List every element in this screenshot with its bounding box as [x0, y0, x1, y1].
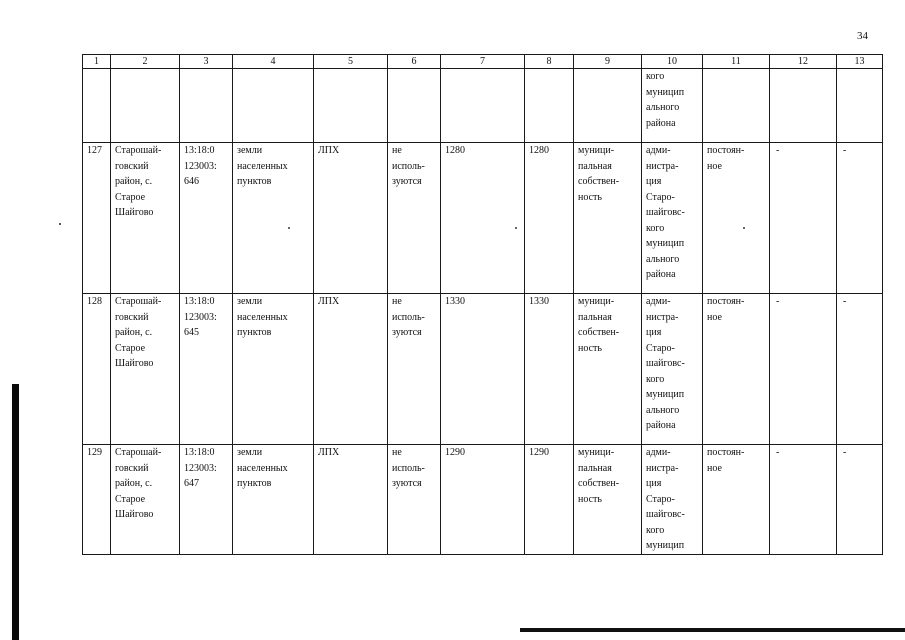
table-cell: [83, 69, 111, 143]
status-line: зуются: [392, 176, 422, 187]
row-number: 129: [87, 447, 102, 458]
ownership-line: ность: [578, 191, 602, 203]
land-register-table: [82, 54, 883, 555]
permitted-use-cell: [314, 294, 388, 445]
ownership-line: муници-: [578, 145, 615, 156]
row-number-cell: [83, 143, 111, 294]
permitted-use-cell: [314, 445, 388, 555]
category-line: пунктов: [237, 327, 272, 338]
ownership-line: собствен-: [578, 176, 620, 187]
cadastral-number-cell: [180, 294, 233, 445]
table-cell: [388, 69, 441, 143]
table-cell: [111, 69, 180, 143]
table-row: [83, 143, 883, 294]
ownership-cell: [574, 445, 642, 555]
cadastral-line: 123003:: [184, 311, 217, 323]
holder-line: нистра-: [646, 462, 679, 474]
category-line: населенных: [237, 462, 288, 474]
table-row: [83, 294, 883, 445]
holder-line: ального: [646, 102, 680, 113]
location-line: Старое: [115, 342, 146, 354]
table-cell: [837, 69, 883, 143]
category-line: пунктов: [237, 176, 272, 187]
column-number-row: [83, 55, 883, 69]
column-number: 4: [233, 55, 314, 69]
scan-speck: [59, 223, 61, 225]
table-cell: [574, 69, 642, 143]
location-line: Шайгово: [115, 358, 154, 369]
dash-value: -: [776, 145, 780, 156]
category-line: земли: [237, 296, 263, 307]
category-line: земли: [237, 145, 263, 156]
dash-value: -: [843, 145, 847, 156]
ownership-line: собствен-: [578, 478, 620, 489]
holder-line: кого: [646, 524, 665, 536]
area-value: 1290: [445, 447, 465, 458]
table-cell: [770, 69, 837, 143]
permitted-use: ЛПХ: [318, 447, 340, 458]
holder-line: кого: [646, 71, 665, 82]
column-number: 7: [441, 55, 525, 69]
holder-line: шайговс-: [646, 358, 685, 369]
page-number: 34: [857, 30, 868, 42]
status-line: не: [392, 447, 402, 458]
status-line: исполь-: [392, 462, 425, 474]
dash-cell: [837, 445, 883, 555]
holder-line: шайговс-: [646, 207, 685, 218]
cadastral-line: 13:18:0: [184, 447, 215, 458]
location-cell: [111, 143, 180, 294]
cadastral-number-cell: [180, 143, 233, 294]
area-value: 1330: [529, 296, 549, 307]
holder-line: муницип: [646, 86, 685, 98]
ownership-cell: [574, 294, 642, 445]
ownership-cell: [574, 143, 642, 294]
table-cell: [180, 69, 233, 143]
location-line: район, с.: [115, 176, 153, 187]
column-number: 1: [83, 55, 111, 69]
continuation-row: [83, 69, 883, 143]
location-line: Старошай-: [115, 447, 162, 458]
column-number: 5: [314, 55, 388, 69]
ownership-line: пальная: [578, 462, 612, 474]
holder-line: Старо-: [646, 191, 675, 203]
area-cell: [525, 294, 574, 445]
table-cell: [233, 69, 314, 143]
scan-bottom-rule: [520, 628, 905, 632]
location-line: Шайгово: [115, 509, 154, 520]
status-line: исполь-: [392, 311, 425, 323]
land-category-cell: [233, 143, 314, 294]
holder-line: нистра-: [646, 311, 679, 323]
category-line: населенных: [237, 160, 288, 172]
holder-line: нистра-: [646, 160, 679, 172]
holder-line: района: [646, 420, 676, 431]
location-cell: [111, 445, 180, 555]
area-cell: [441, 445, 525, 555]
term-line: постоян-: [707, 145, 745, 156]
category-line: пунктов: [237, 478, 272, 489]
holder-line: адми-: [646, 447, 671, 458]
term-line: ное: [707, 311, 722, 323]
ownership-line: ность: [578, 493, 602, 505]
area-cell: [441, 294, 525, 445]
holder-line: кого: [646, 373, 665, 385]
land-category-cell: [233, 445, 314, 555]
cadastral-line: 647: [184, 478, 199, 489]
status-line: зуются: [392, 327, 422, 338]
permitted-use: ЛПХ: [318, 296, 340, 307]
ownership-line: пальная: [578, 160, 612, 172]
holder-line: ция: [646, 176, 662, 187]
holder-line: района: [646, 269, 676, 280]
dash-cell: [837, 294, 883, 445]
location-line: Старошай-: [115, 296, 162, 307]
area-value: 1330: [445, 296, 465, 307]
holder-line: ального: [646, 404, 680, 416]
location-line: Старое: [115, 191, 146, 203]
column-number: 12: [770, 55, 837, 69]
area-value: 1280: [445, 145, 465, 156]
area-cell: [525, 445, 574, 555]
dash-value: -: [776, 296, 780, 307]
term-cell: [703, 143, 770, 294]
holder-line: муницип: [646, 389, 685, 400]
dash-cell: [770, 294, 837, 445]
area-value: 1280: [529, 145, 549, 156]
scan-edge-bar: [12, 384, 19, 640]
location-line: говский: [115, 160, 149, 172]
column-number: 11: [703, 55, 770, 69]
table-cell: [525, 69, 574, 143]
table-cell: [441, 69, 525, 143]
holder-line: ция: [646, 327, 662, 338]
cadastral-line: 646: [184, 176, 199, 187]
term-line: постоян-: [707, 296, 745, 307]
table-cell: [314, 69, 388, 143]
cadastral-line: 13:18:0: [184, 296, 215, 307]
table-row: [83, 445, 883, 555]
area-cell: [525, 143, 574, 294]
cadastral-line: 123003:: [184, 462, 217, 474]
row-number-cell: [83, 294, 111, 445]
table-cell: [703, 69, 770, 143]
column-number: 13: [837, 55, 883, 69]
location-line: говский: [115, 462, 149, 474]
holder-line: кого: [646, 222, 665, 234]
location-cell: [111, 294, 180, 445]
dash-value: -: [776, 447, 780, 458]
holder-line: муницип: [646, 238, 685, 249]
ownership-line: ность: [578, 342, 602, 354]
cadastral-number-cell: [180, 445, 233, 555]
column-number: 6: [388, 55, 441, 69]
term-cell: [703, 445, 770, 555]
holder-cell: [642, 294, 703, 445]
ownership-line: собствен-: [578, 327, 620, 338]
holder-line: шайговс-: [646, 509, 685, 520]
term-line: ное: [707, 462, 722, 474]
row-number-cell: [83, 445, 111, 555]
status-line: не: [392, 296, 402, 307]
dash-cell: [770, 143, 837, 294]
row-number: 127: [87, 145, 102, 156]
term-line: постоян-: [707, 447, 745, 458]
column-number: 10: [642, 55, 703, 69]
location-line: Старое: [115, 493, 146, 505]
holder-line: ция: [646, 478, 662, 489]
location-line: Шайгово: [115, 207, 154, 218]
holder-cell: [642, 69, 703, 143]
holder-line: адми-: [646, 145, 671, 156]
column-number: 8: [525, 55, 574, 69]
location-line: говский: [115, 311, 149, 323]
column-number: 9: [574, 55, 642, 69]
holder-cell: [642, 445, 703, 555]
dash-cell: [770, 445, 837, 555]
column-number: 2: [111, 55, 180, 69]
ownership-line: муници-: [578, 447, 615, 458]
status-line: не: [392, 145, 402, 156]
status-line: зуются: [392, 478, 422, 489]
ownership-line: пальная: [578, 311, 612, 323]
location-line: район, с.: [115, 327, 153, 338]
usage-status-cell: [388, 294, 441, 445]
term-cell: [703, 294, 770, 445]
status-line: исполь-: [392, 160, 425, 172]
holder-cell: [642, 143, 703, 294]
dash-value: -: [843, 447, 847, 458]
holder-line: ального: [646, 253, 680, 265]
usage-status-cell: [388, 445, 441, 555]
term-line: ное: [707, 160, 722, 172]
row-number: 128: [87, 296, 102, 307]
holder-line: Старо-: [646, 342, 675, 354]
area-value: 1290: [529, 447, 549, 458]
usage-status-cell: [388, 143, 441, 294]
column-number: 3: [180, 55, 233, 69]
location-line: Старошай-: [115, 145, 162, 156]
location-line: район, с.: [115, 478, 153, 489]
dash-cell: [837, 143, 883, 294]
category-line: населенных: [237, 311, 288, 323]
holder-line: муницип: [646, 540, 685, 551]
holder-line: Старо-: [646, 493, 675, 505]
cadastral-line: 123003:: [184, 160, 217, 172]
permitted-use-cell: [314, 143, 388, 294]
permitted-use: ЛПХ: [318, 145, 340, 156]
dash-value: -: [843, 296, 847, 307]
ownership-line: муници-: [578, 296, 615, 307]
holder-line: адми-: [646, 296, 671, 307]
cadastral-line: 13:18:0: [184, 145, 215, 156]
holder-line: района: [646, 117, 676, 129]
category-line: земли: [237, 447, 263, 458]
cadastral-line: 645: [184, 327, 199, 338]
area-cell: [441, 143, 525, 294]
land-category-cell: [233, 294, 314, 445]
